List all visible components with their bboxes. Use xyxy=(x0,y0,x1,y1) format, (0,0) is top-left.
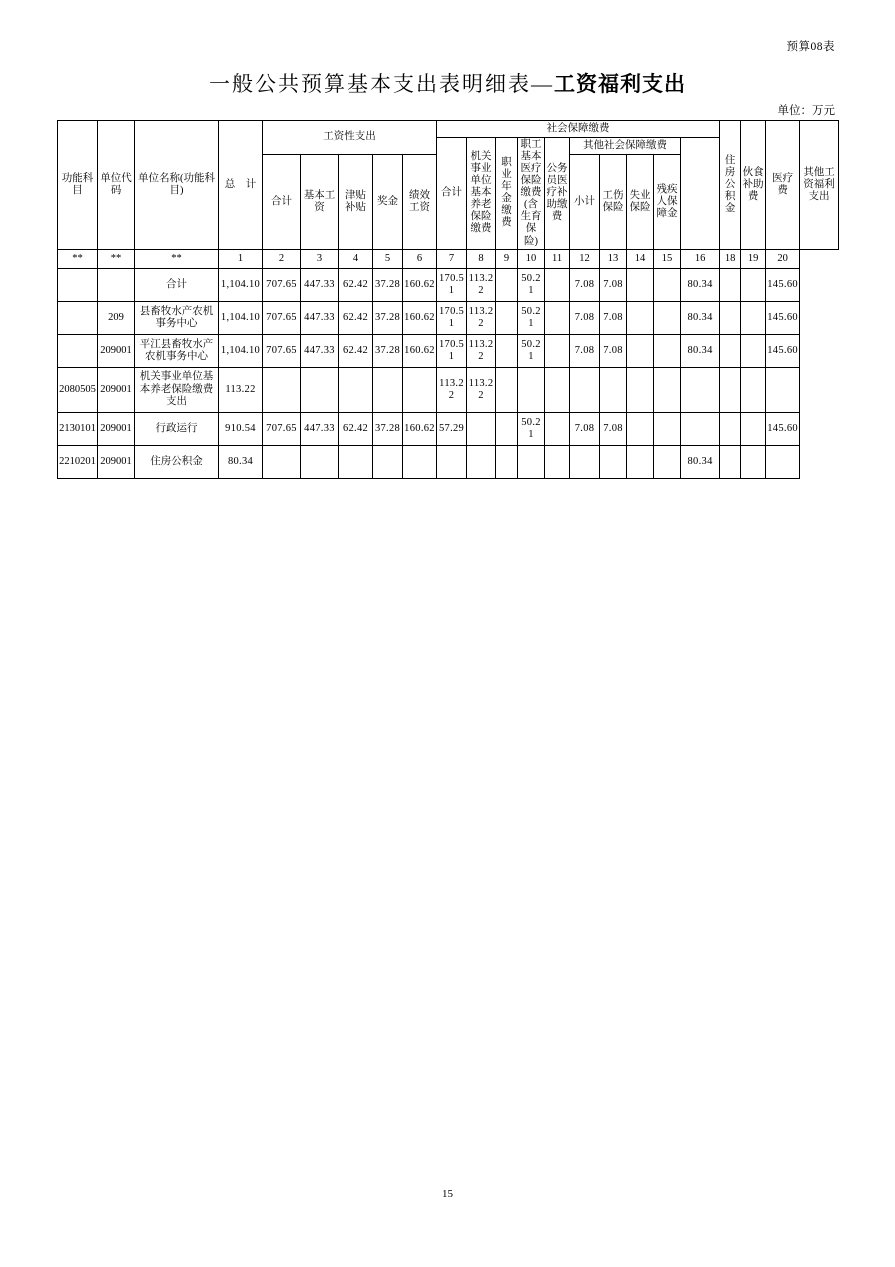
cell-unit-code: 209001 xyxy=(98,334,135,367)
table-row xyxy=(58,445,839,478)
cell-meal-allowance xyxy=(720,367,741,412)
cell-meal-allowance xyxy=(720,301,741,334)
cell-function-code: 2080505 xyxy=(58,367,98,412)
cell-social-total: 170.51 xyxy=(437,268,467,301)
cell-performance-salary: 160.62 xyxy=(403,268,437,301)
cell-medical-insurance: 50.21 xyxy=(518,268,545,301)
cell-function-code xyxy=(58,301,98,334)
cell-base-salary: 447.33 xyxy=(301,268,339,301)
cell-unemployment-insurance xyxy=(627,334,654,367)
colnum-10: 8 xyxy=(467,249,496,268)
cell-total: 1,104.10 xyxy=(219,334,263,367)
cell-function-code: 2130101 xyxy=(58,412,98,445)
cell-allowance xyxy=(339,367,373,412)
cell-disability-fund xyxy=(654,445,681,478)
cell-pension: 113.22 xyxy=(467,301,496,334)
cell-salary-total: 707.65 xyxy=(263,334,301,367)
cell-salary-total: 707.65 xyxy=(263,268,301,301)
cell-unit-code xyxy=(98,268,135,301)
cell-unemployment-insurance xyxy=(627,412,654,445)
cell-performance-salary: 160.62 xyxy=(403,334,437,367)
colnum-5: 3 xyxy=(301,249,339,268)
cell-other-welfare: 145.60 xyxy=(766,301,800,334)
cell-allowance: 62.42 xyxy=(339,268,373,301)
cell-social-total: 170.51 xyxy=(437,334,467,367)
colnum-3: 1 xyxy=(219,249,263,268)
cell-salary-total xyxy=(263,445,301,478)
cell-performance-salary: 160.62 xyxy=(403,412,437,445)
header-allowance: 津贴补贴 xyxy=(339,155,373,250)
header-total: 总 计 xyxy=(219,121,263,250)
header-base-salary: 基本工资 xyxy=(301,155,339,250)
cell-performance-salary: 160.62 xyxy=(403,301,437,334)
cell-other-welfare: 145.60 xyxy=(766,334,800,367)
cell-unit-name: 住房公积金 xyxy=(135,445,219,478)
cell-performance-salary xyxy=(403,367,437,412)
colnum-8: 6 xyxy=(403,249,437,268)
header-meal-allowance: 伙食补助费 xyxy=(741,121,766,250)
header-salary-group: 工资性支出 xyxy=(263,121,437,155)
colnum-2: ** xyxy=(135,249,219,268)
colnum-14: 12 xyxy=(570,249,600,268)
cell-unit-name: 县畜牧水产农机事务中心 xyxy=(135,301,219,334)
cell-civil-servant-medical xyxy=(545,334,570,367)
cell-housing-fund xyxy=(681,367,720,412)
cell-occupational-annuity xyxy=(496,334,518,367)
cell-unit-name: 机关事业单位基本养老保险缴费支出 xyxy=(135,367,219,412)
header-salary-total: 合计 xyxy=(263,155,301,250)
cell-bonus xyxy=(373,445,403,478)
page-title xyxy=(0,68,895,98)
budget-table xyxy=(57,120,839,479)
cell-medical-insurance: 50.21 xyxy=(518,334,545,367)
cell-other-welfare xyxy=(766,445,800,478)
cell-function-code: 2210201 xyxy=(58,445,98,478)
header-function-code: 功能科目 xyxy=(58,121,98,250)
cell-social-total: 57.29 xyxy=(437,412,467,445)
cell-civil-servant-medical xyxy=(545,445,570,478)
colnum-9: 7 xyxy=(437,249,467,268)
cell-pension: 113.22 xyxy=(467,334,496,367)
cell-occupational-annuity xyxy=(496,367,518,412)
header-social-group: 社会保障缴费 xyxy=(437,121,720,138)
header-housing-fund: 住房公积金 xyxy=(720,121,741,250)
header-medical-insurance: 职工基本医疗保险缴费(含生育保险) xyxy=(518,138,545,250)
header-unit-name: 单位名称(功能科目) xyxy=(135,121,219,250)
cell-other-social-subtotal xyxy=(570,367,600,412)
cell-disability-fund xyxy=(654,367,681,412)
cell-medical-fee xyxy=(741,268,766,301)
cell-disability-fund xyxy=(654,334,681,367)
cell-total: 1,104.10 xyxy=(219,301,263,334)
cell-housing-fund: 80.34 xyxy=(681,334,720,367)
cell-meal-allowance xyxy=(720,334,741,367)
colnum-6: 4 xyxy=(339,249,373,268)
cell-housing-fund: 80.34 xyxy=(681,445,720,478)
table-row xyxy=(58,367,839,412)
colnum-1: ** xyxy=(98,249,135,268)
cell-unit-name: 合计 xyxy=(135,268,219,301)
cell-base-salary xyxy=(301,445,339,478)
colnum-21: 20 xyxy=(766,249,800,268)
cell-medical-insurance xyxy=(518,367,545,412)
cell-housing-fund: 80.34 xyxy=(681,301,720,334)
cell-allowance: 62.42 xyxy=(339,412,373,445)
cell-occupational-annuity xyxy=(496,301,518,334)
cell-unemployment-insurance xyxy=(627,445,654,478)
colnum-4: 2 xyxy=(263,249,301,268)
header-pension: 机关事业单位基本养老保险缴费 xyxy=(467,138,496,250)
cell-base-salary xyxy=(301,367,339,412)
cell-social-total xyxy=(437,445,467,478)
cell-bonus: 37.28 xyxy=(373,268,403,301)
cell-function-code xyxy=(58,334,98,367)
cell-other-welfare: 145.60 xyxy=(766,412,800,445)
cell-bonus xyxy=(373,367,403,412)
cell-salary-total: 707.65 xyxy=(263,412,301,445)
cell-housing-fund xyxy=(681,412,720,445)
cell-injury-insurance: 7.08 xyxy=(600,301,627,334)
cell-other-welfare: 145.60 xyxy=(766,268,800,301)
cell-pension: 113.22 xyxy=(467,367,496,412)
colnum-7: 5 xyxy=(373,249,403,268)
colnum-0: ** xyxy=(58,249,98,268)
cell-injury-insurance: 7.08 xyxy=(600,412,627,445)
header-bonus: 奖金 xyxy=(373,155,403,250)
cell-allowance: 62.42 xyxy=(339,301,373,334)
colnum-11: 9 xyxy=(496,249,518,268)
cell-total: 910.54 xyxy=(219,412,263,445)
cell-salary-total xyxy=(263,367,301,412)
cell-occupational-annuity xyxy=(496,268,518,301)
cell-other-social-subtotal: 7.08 xyxy=(570,268,600,301)
cell-other-social-subtotal: 7.08 xyxy=(570,412,600,445)
cell-disability-fund xyxy=(654,301,681,334)
cell-unemployment-insurance xyxy=(627,301,654,334)
unit-note: 单位：万元 xyxy=(777,105,835,117)
colnum-20: 19 xyxy=(741,249,766,268)
header-performance-salary: 绩效工资 xyxy=(403,155,437,250)
header-unemployment-insurance: 失业保险 xyxy=(627,155,654,250)
form-code-label: 预算08表 xyxy=(786,41,835,53)
cell-total: 113.22 xyxy=(219,367,263,412)
cell-medical-fee xyxy=(741,445,766,478)
header-social-total: 合计 xyxy=(437,138,467,250)
cell-medical-insurance: 50.21 xyxy=(518,412,545,445)
colnum-16: 14 xyxy=(627,249,654,268)
cell-allowance: 62.42 xyxy=(339,334,373,367)
cell-civil-servant-medical xyxy=(545,268,570,301)
cell-bonus: 37.28 xyxy=(373,301,403,334)
cell-meal-allowance xyxy=(720,445,741,478)
header-disability-fund: 残疾人保障金 xyxy=(654,155,681,250)
cell-medical-insurance: 50.21 xyxy=(518,301,545,334)
cell-meal-allowance xyxy=(720,412,741,445)
cell-medical-fee xyxy=(741,334,766,367)
colnum-17: 15 xyxy=(654,249,681,268)
colnum-19: 18 xyxy=(720,249,741,268)
cell-unit-code: 209001 xyxy=(98,367,135,412)
cell-social-total: 113.22 xyxy=(437,367,467,412)
cell-bonus: 37.28 xyxy=(373,412,403,445)
cell-performance-salary xyxy=(403,445,437,478)
cell-unit-code: 209001 xyxy=(98,445,135,478)
cell-other-social-subtotal xyxy=(570,445,600,478)
cell-unit-code: 209001 xyxy=(98,412,135,445)
header-other-social-group: 其他社会保障缴费 xyxy=(570,138,681,155)
header-civil-servant-medical: 公务员医疗补助缴费 xyxy=(545,138,570,250)
header-unit-code: 单位代码 xyxy=(98,121,135,250)
cell-housing-fund: 80.34 xyxy=(681,268,720,301)
cell-unit-name: 平江县畜牧水产农机事务中心 xyxy=(135,334,219,367)
cell-pension xyxy=(467,412,496,445)
colnum-18: 16 xyxy=(681,249,720,268)
column-number-row xyxy=(58,249,839,268)
cell-civil-servant-medical xyxy=(545,367,570,412)
cell-pension xyxy=(467,445,496,478)
page-title-plain: 一般公共预算基本支出表明细表— xyxy=(209,72,554,96)
cell-injury-insurance: 7.08 xyxy=(600,268,627,301)
cell-function-code xyxy=(58,268,98,301)
cell-unemployment-insurance xyxy=(627,367,654,412)
cell-medical-insurance xyxy=(518,445,545,478)
header-row-group1 xyxy=(58,121,839,138)
cell-disability-fund xyxy=(654,268,681,301)
cell-meal-allowance xyxy=(720,268,741,301)
cell-pension: 113.22 xyxy=(467,268,496,301)
cell-other-social-subtotal: 7.08 xyxy=(570,301,600,334)
page-title-emphasis: 工资福利支出 xyxy=(554,72,686,96)
cell-injury-insurance xyxy=(600,445,627,478)
cell-total: 1,104.10 xyxy=(219,268,263,301)
cell-injury-insurance: 7.08 xyxy=(600,334,627,367)
header-other-welfare: 其他工资福利支出 xyxy=(800,121,839,250)
header-other-social-subtotal: 小计 xyxy=(570,155,600,250)
cell-allowance xyxy=(339,445,373,478)
cell-injury-insurance xyxy=(600,367,627,412)
cell-unit-name: 行政运行 xyxy=(135,412,219,445)
header-medical-fee: 医疗费 xyxy=(766,121,800,250)
cell-medical-fee xyxy=(741,412,766,445)
cell-civil-servant-medical xyxy=(545,412,570,445)
cell-occupational-annuity xyxy=(496,445,518,478)
colnum-12: 10 xyxy=(518,249,545,268)
cell-disability-fund xyxy=(654,412,681,445)
table-row xyxy=(58,301,839,334)
cell-base-salary: 447.33 xyxy=(301,301,339,334)
cell-other-welfare xyxy=(766,367,800,412)
cell-unemployment-insurance xyxy=(627,268,654,301)
cell-other-social-subtotal: 7.08 xyxy=(570,334,600,367)
cell-occupational-annuity xyxy=(496,412,518,445)
cell-medical-fee xyxy=(741,367,766,412)
table-row xyxy=(58,412,839,445)
header-occupational-annuity: 职业年金缴费 xyxy=(496,138,518,250)
cell-salary-total: 707.65 xyxy=(263,301,301,334)
cell-medical-fee xyxy=(741,301,766,334)
header-injury-insurance: 工伤保险 xyxy=(600,155,627,250)
cell-civil-servant-medical xyxy=(545,301,570,334)
page-number: 15 xyxy=(442,1188,453,1200)
colnum-15: 13 xyxy=(600,249,627,268)
cell-base-salary: 447.33 xyxy=(301,334,339,367)
cell-bonus: 37.28 xyxy=(373,334,403,367)
cell-base-salary: 447.33 xyxy=(301,412,339,445)
colnum-13: 11 xyxy=(545,249,570,268)
table-row xyxy=(58,334,839,367)
table-row xyxy=(58,268,839,301)
cell-total: 80.34 xyxy=(219,445,263,478)
cell-social-total: 170.51 xyxy=(437,301,467,334)
cell-unit-code: 209 xyxy=(98,301,135,334)
